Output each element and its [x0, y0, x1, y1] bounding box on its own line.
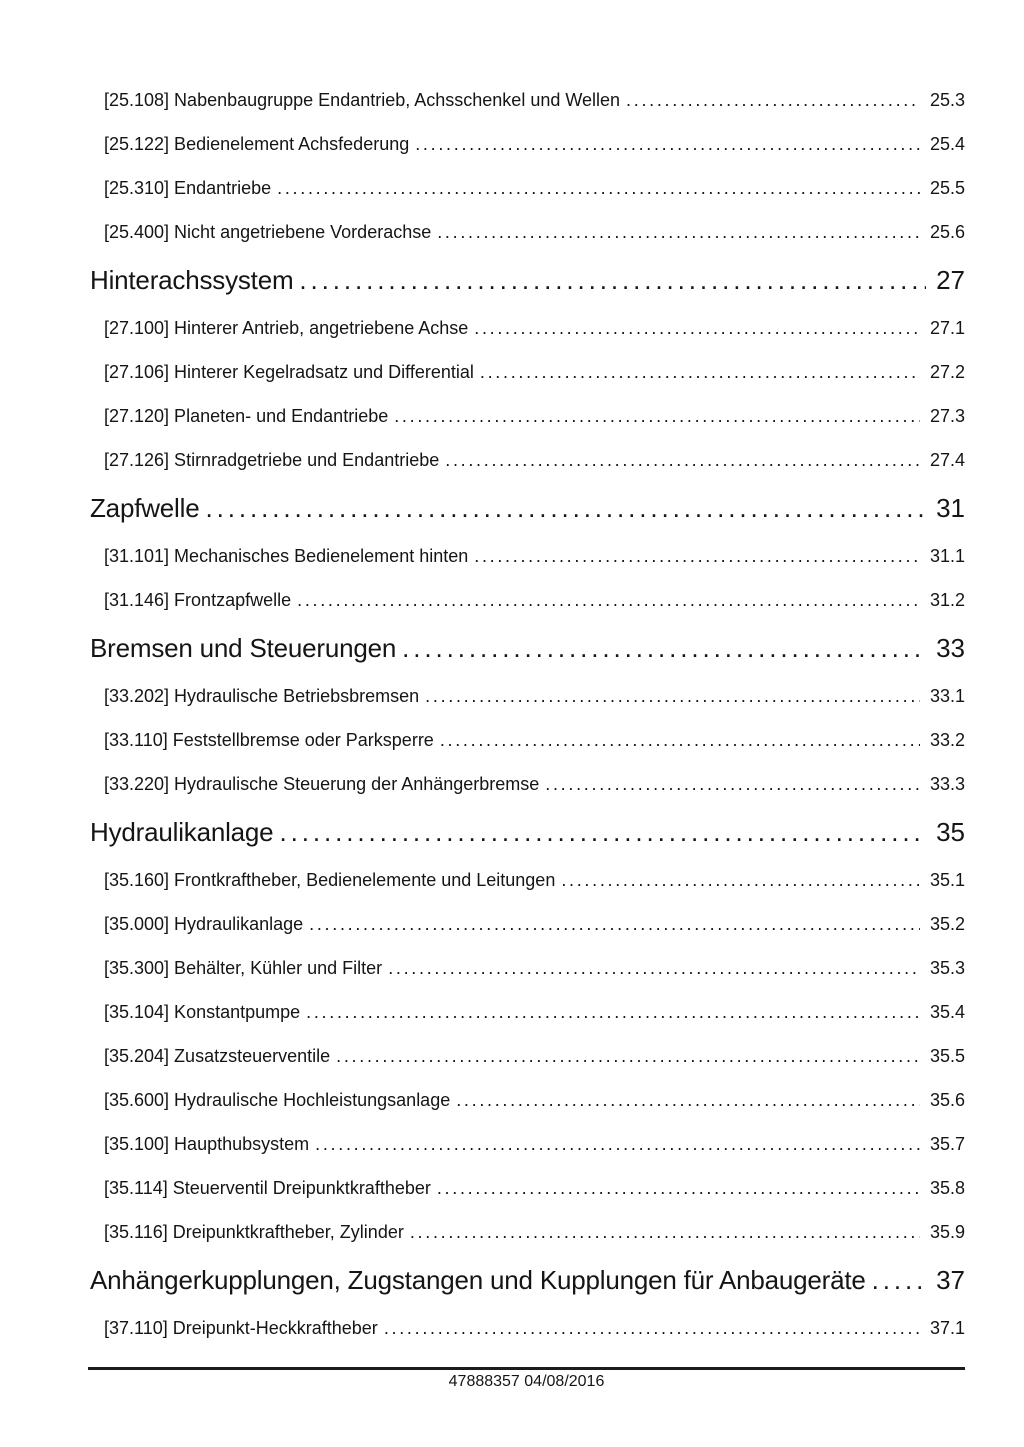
toc-section-label: Zapfwelle — [90, 493, 200, 523]
dot-leader — [425, 674, 920, 718]
toc-entry-label: [25.310] Endantriebe — [104, 178, 272, 198]
toc-entry-page: 35.7 — [929, 1134, 965, 1154]
toc-entry — [90, 858, 965, 902]
dot-leader — [315, 1122, 920, 1166]
toc-entry — [90, 1122, 965, 1166]
toc-entry — [90, 578, 965, 622]
toc-section-page: 31 — [936, 493, 965, 523]
toc-entry-page: 35.1 — [929, 870, 965, 890]
toc-entry-label: [25.122] Bedienelement Achsfederung — [104, 134, 410, 154]
toc-entry-page: 35.2 — [929, 914, 965, 934]
toc-entry — [90, 166, 965, 210]
toc-entry-page: 37.1 — [929, 1318, 965, 1338]
dot-leader — [437, 1166, 920, 1210]
toc-entry-label: [35.600] Hydraulische Hochleistungsanlage — [104, 1090, 451, 1110]
dot-leader — [437, 210, 920, 254]
toc-entry — [90, 78, 965, 122]
toc-entry-page: 25.3 — [929, 90, 965, 110]
dot-leader — [297, 578, 920, 622]
toc-entry-page: 33.1 — [929, 686, 965, 706]
toc-entry — [90, 1306, 965, 1350]
toc-entry — [90, 534, 965, 578]
toc-entry-page: 33.2 — [929, 730, 965, 750]
toc-entry-page: 27.4 — [929, 450, 965, 470]
toc-entry — [90, 350, 965, 394]
dot-leader — [410, 1210, 920, 1254]
toc-entry — [90, 1210, 965, 1254]
toc-entry-label: [35.116] Dreipunktkraftheber, Zylinder — [104, 1222, 404, 1242]
dot-leader — [402, 622, 926, 674]
toc-entry-page: 35.5 — [929, 1046, 965, 1066]
toc-entry-label: [35.204] Zusatzsteuerventile — [104, 1046, 331, 1066]
toc-entry-page: 27.2 — [929, 362, 965, 382]
dot-leader — [205, 482, 926, 534]
toc-entry — [90, 718, 965, 762]
toc-entry-page: 35.3 — [929, 958, 965, 978]
table-of-contents — [90, 78, 965, 1350]
toc-entry-label: [31.146] Frontzapfwelle — [104, 590, 292, 610]
toc-section-page: 37 — [936, 1265, 965, 1295]
toc-section-page: 35 — [936, 817, 965, 847]
dot-leader — [309, 902, 920, 946]
dot-leader — [474, 306, 920, 350]
dot-leader — [872, 1254, 926, 1306]
toc-entry-page: 35.8 — [929, 1178, 965, 1198]
dot-leader — [440, 718, 920, 762]
toc-entry — [90, 394, 965, 438]
toc-entry — [90, 122, 965, 166]
toc-section-heading — [90, 254, 965, 306]
toc-entry-page: 27.3 — [929, 406, 965, 426]
toc-entry-label: [35.104] Konstantpumpe — [104, 1002, 301, 1022]
toc-entry-page: 27.1 — [929, 318, 965, 338]
dot-leader — [306, 990, 920, 1034]
toc-entry-page: 25.4 — [929, 134, 965, 154]
toc-entry — [90, 902, 965, 946]
toc-entry-page: 25.5 — [929, 178, 965, 198]
toc-entry-page: 31.1 — [929, 546, 965, 566]
toc-entry — [90, 210, 965, 254]
toc-entry-page: 25.6 — [929, 222, 965, 242]
toc-section-page: 33 — [936, 633, 965, 663]
toc-entry-page: 33.3 — [929, 774, 965, 794]
toc-entry — [90, 674, 965, 718]
toc-section-page: 27 — [936, 265, 965, 295]
toc-section-label: Anhängerkupplungen, Zugstangen und Kupplungen für Anbaugeräte — [90, 1265, 866, 1295]
toc-entry-label: [35.160] Frontkraftheber, Bedienelemente und Leitungen — [104, 870, 556, 890]
toc-entry — [90, 946, 965, 990]
toc-entry-label: [27.106] Hinterer Kegelradsatz und Differential — [104, 362, 474, 382]
dot-leader — [384, 1306, 920, 1350]
toc-section-heading — [90, 482, 965, 534]
footer-doc-number: 47888357 04/08/2016 — [448, 1373, 605, 1390]
dot-leader — [388, 946, 920, 990]
footer-divider — [88, 1367, 965, 1370]
toc-entry-page: 35.4 — [929, 1002, 965, 1022]
toc-entry-label: [35.300] Behälter, Kühler und Filter — [104, 958, 383, 978]
dot-leader — [456, 1078, 920, 1122]
dot-leader — [561, 858, 920, 902]
toc-entry — [90, 1078, 965, 1122]
dot-leader — [279, 806, 926, 858]
toc-section-label: Hinterachssystem — [90, 265, 294, 295]
dot-leader — [480, 350, 920, 394]
toc-entry-label: [35.000] Hydraulikanlage — [104, 914, 304, 934]
dot-leader — [277, 166, 920, 210]
toc-entry-label: [25.400] Nicht angetriebene Vorderachse — [104, 222, 432, 242]
toc-entry-label: [37.110] Dreipunkt-Heckkraftheber — [104, 1318, 378, 1338]
dot-leader — [299, 254, 926, 306]
dot-leader — [626, 78, 920, 122]
dot-leader — [394, 394, 920, 438]
toc-entry — [90, 306, 965, 350]
toc-entry — [90, 1166, 965, 1210]
toc-entry-page: 35.9 — [929, 1222, 965, 1242]
toc-entry-label: [27.100] Hinterer Antrieb, angetriebene Achse — [104, 318, 469, 338]
toc-entry — [90, 1034, 965, 1078]
toc-entry — [90, 762, 965, 806]
dot-leader — [474, 534, 920, 578]
toc-entry — [90, 990, 965, 1034]
dot-leader — [545, 762, 920, 806]
toc-entry-label: [25.108] Nabenbaugruppe Endantrieb, Achsschenkel und Wellen — [104, 90, 621, 110]
toc-entry-label: [27.120] Planeten- und Endantriebe — [104, 406, 389, 426]
toc-section-heading — [90, 622, 965, 674]
toc-entry-label: [33.202] Hydraulische Betriebsbremsen — [104, 686, 420, 706]
toc-entry-label: [35.114] Steuerventil Dreipunktkraftheber — [104, 1178, 431, 1198]
toc-section-label: Hydraulikanlage — [90, 817, 274, 847]
toc-section-heading — [90, 1254, 965, 1306]
toc-entry-label: [27.126] Stirnradgetriebe und Endantriebe — [104, 450, 440, 470]
toc-entry-page: 31.2 — [929, 590, 965, 610]
dot-leader — [415, 122, 920, 166]
toc-section-label: Bremsen und Steuerungen — [90, 633, 397, 663]
toc-entry-label: [35.100] Haupthubsystem — [104, 1134, 310, 1154]
toc-section-heading — [90, 806, 965, 858]
dot-leader — [445, 438, 920, 482]
toc-entry-page: 35.6 — [929, 1090, 965, 1110]
toc-entry-label: [33.110] Feststellbremse oder Parksperre — [104, 730, 434, 750]
toc-entry-label: [33.220] Hydraulische Steuerung der Anhängerbremse — [104, 774, 540, 794]
toc-entry-label: [31.101] Mechanisches Bedienelement hinten — [104, 546, 469, 566]
toc-entry — [90, 438, 965, 482]
dot-leader — [336, 1034, 920, 1078]
